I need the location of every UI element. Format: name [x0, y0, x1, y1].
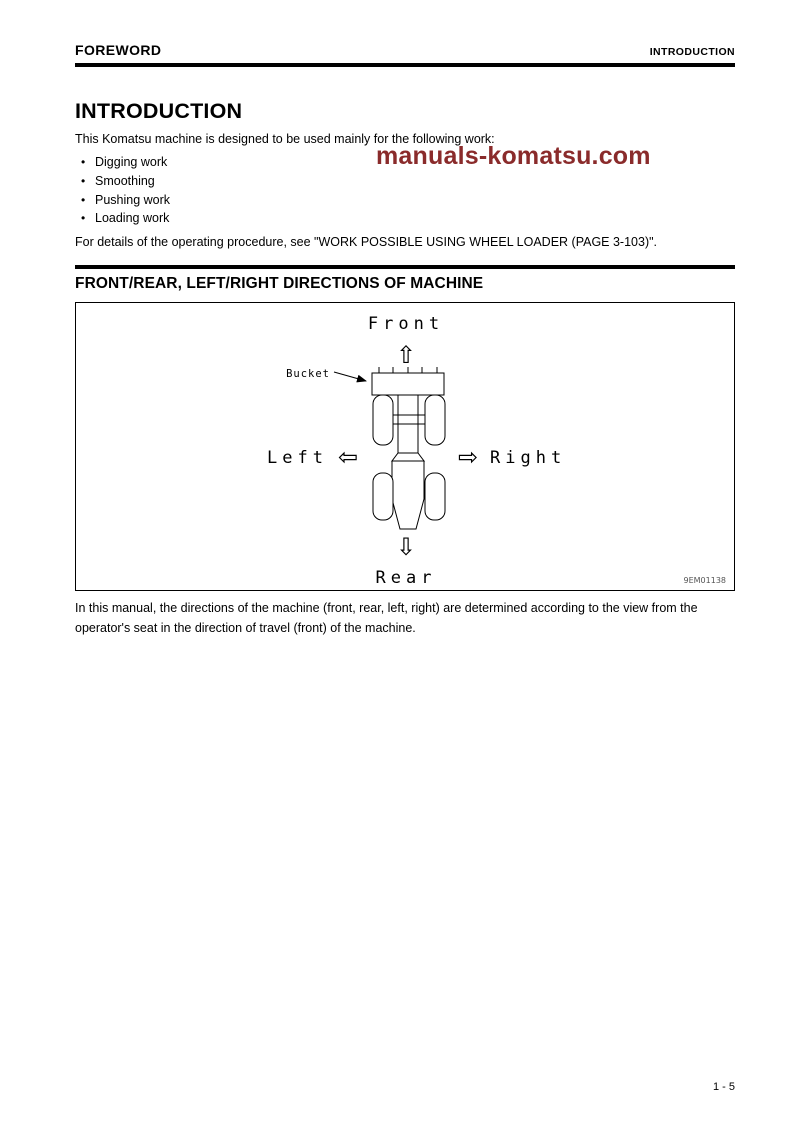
running-header — [75, 0, 735, 58]
intro-lead: This Komatsu machine is designed to be used mainly for the following work: — [75, 132, 495, 146]
bucket-pointer-arrow — [334, 372, 366, 381]
intro-note: For details of the operating procedure, see "WORK POSSIBLE USING WHEEL LOADER (PAGE 3-103)". — [75, 235, 658, 250]
machine-top-view — [372, 367, 445, 529]
left-arrow-icon: ⇦ — [337, 443, 359, 472]
right-arrow-icon: ⇨ — [457, 443, 479, 472]
figure-code: 9EM01138 — [683, 576, 726, 586]
bucket-shape — [372, 373, 444, 395]
work-list-item: • Smoothing — [81, 172, 735, 191]
bucket-teeth — [379, 367, 437, 373]
rear-left-wheel — [373, 473, 393, 520]
page-title: INTRODUCTION — [75, 99, 243, 123]
front-arrow-icon: ⇧ — [395, 341, 417, 370]
front-left-wheel — [373, 395, 393, 445]
rear-body — [392, 461, 424, 529]
header-right-title: INTRODUCTION — [649, 46, 735, 58]
right-label: Right — [490, 448, 567, 469]
front-right-wheel — [425, 395, 445, 445]
content-column — [75, 0, 735, 638]
work-list-item: • Digging work — [81, 153, 735, 172]
direction-note: In this manual, the directions of the machine (front, rear, left, right) are determined according to the view from the operator's seat in the direction of travel (front) of the machine. — [75, 601, 698, 636]
work-list-item: • Pushing work — [81, 191, 735, 210]
front-label: Front — [367, 314, 445, 335]
work-list-item: • Loading work — [81, 209, 735, 228]
page-number: 1 - 5 — [712, 1081, 735, 1093]
header-left-title: FOREWORD — [75, 42, 162, 58]
rear-label: Rear — [375, 568, 437, 589]
header-rule — [75, 63, 735, 67]
articulation-joint — [392, 453, 424, 461]
machine-direction-diagram — [76, 303, 734, 590]
direction-diagram-figure — [75, 302, 735, 591]
rear-right-wheel — [425, 473, 445, 520]
section-heading: FRONT/REAR, LEFT/RIGHT DIRECTIONS OF MACHINE — [75, 265, 735, 293]
frame-lines — [393, 395, 425, 453]
bucket-label: Bucket — [286, 368, 330, 381]
rear-arrow-icon: ⇩ — [395, 533, 417, 562]
watermark: manuals-komatsu.com — [376, 142, 651, 170]
left-label: Left — [267, 448, 328, 469]
